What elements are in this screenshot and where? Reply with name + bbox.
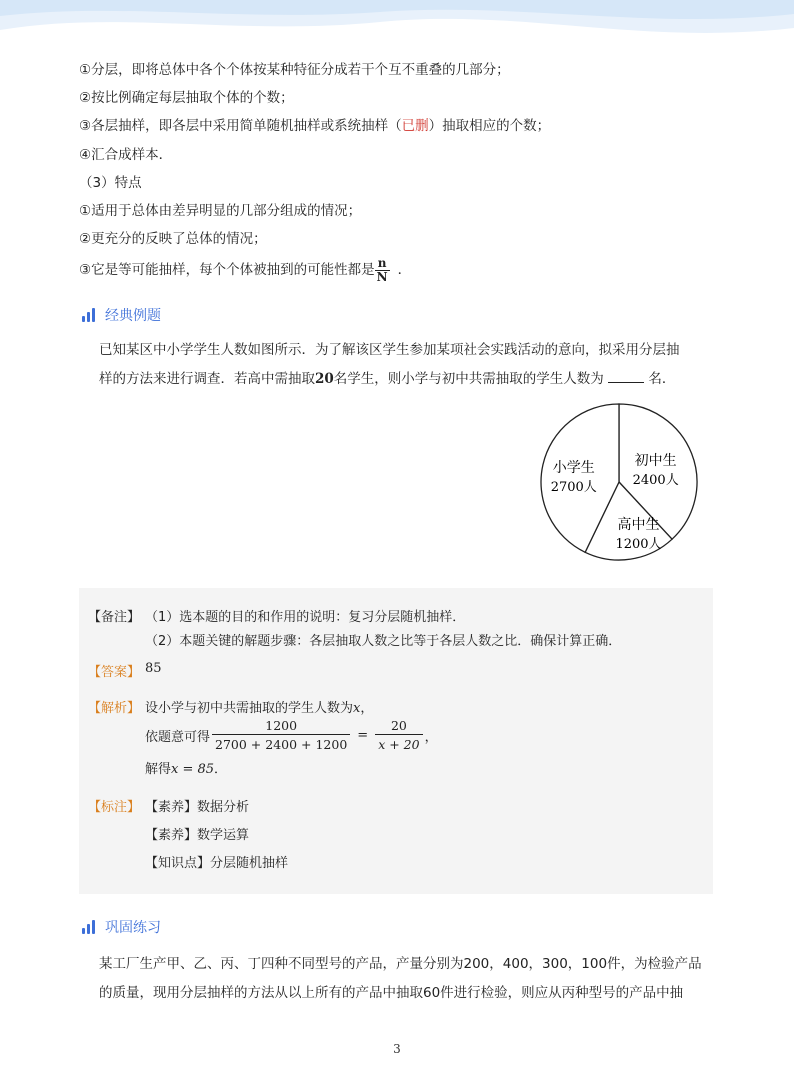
analysis-period: ． [214,762,228,777]
section-example-heading [82,305,161,325]
step-3-pre: ③各层抽样，即各层中采用简单随机抽样或系统抽样（ [79,118,402,134]
example-question [99,336,699,394]
feature-1: ①适用于总体由差异明显的几部分组成的情况； [79,203,362,219]
practice-line-1: 某工厂生产甲、乙、丙、丁四种不同型号的产品，产量分别为200，400，300，100件，为检验产品 [99,956,702,972]
analysis-tag: 【解析】 [88,701,141,716]
beizhu-line-1: （1）选本题的目的和作用的说明：复习分层随机抽样． [145,610,466,625]
feature-2: ②更充分的反映了总体的情况； [79,231,267,247]
biaozhu-line-3: 【知识点】分层随机抽样 [145,856,289,871]
feature-3-post: ． [397,262,412,278]
section-example-title: 经典例题 [105,308,161,324]
feature-3 [79,252,411,288]
analysis-line-2 [145,718,438,752]
biaozhu-line-1: 【素养】数据分析 [145,800,250,815]
fraction-numerator: n [375,257,390,271]
equals-sign: = [357,727,369,743]
analysis-comma-2: ， [424,729,438,745]
section-practice-title: 巩固练习 [105,920,161,936]
analysis-result: x = 85 [171,762,215,777]
biaozhu-line-2: 【素养】数学运算 [145,828,250,843]
step-2: ②按比例确定每层抽取个体的个数； [79,90,294,106]
pie-count-label: 1200人 [615,536,662,552]
answer-blank [608,368,644,383]
analysis-text-1: 设小学与初中共需抽取的学生人数为 [145,701,354,716]
beizhu-tag: 【备注】 [88,610,141,625]
pie-count-label: 2700人 [550,479,597,495]
feature-3-pre: ③它是等可能抽样，每个个体被抽到的可能性都是 [79,262,375,278]
pie-label: 高中生 [617,516,660,533]
analysis-comma: ， [360,701,374,716]
fraction-denominator: N [376,269,388,284]
analysis-var: x [353,701,361,716]
frac1-numerator: 1200 [212,718,350,735]
answer-tag: 【答案】 [88,665,141,680]
step-4: ④汇合成样本． [79,147,173,163]
bar-chart-icon [82,920,95,934]
analysis-line-3 [145,758,227,777]
analysis-line-1 [145,697,373,716]
solution-panel [79,588,713,894]
pie-count-label: 2400人 [632,472,679,488]
page-number: 3 [393,1042,401,1056]
question-pre: 样的方法来进行调查．若高中需抽取 [99,371,315,387]
deleted-mark: 已删 [401,118,429,134]
fraction-1200-over-total [212,718,350,752]
analysis-text-2: 依题意可得 [145,729,211,745]
frac2-denominator: x + 20 [378,737,420,752]
question-line-2 [99,365,699,394]
analysis-text-3: 解得 [145,762,172,777]
section-practice-heading [82,917,161,937]
header-wave-decoration [0,0,794,60]
frac2-numerator: 20 [375,718,422,735]
beizhu-line-2: （2）本题关键的解题步骤：各层抽取人数之比等于各层人数之比．确保计算正确． [145,634,622,649]
question-post: 名． [648,371,676,387]
student-pie-chart [539,400,699,564]
biaozhu-tag: 【标注】 [88,800,141,815]
bar-chart-icon [82,308,95,322]
features-heading: （3）特点 [79,175,142,191]
question-mid: 名学生，则小学与初中共需抽取的学生人数为 [333,371,604,387]
practice-line-2: 的质量，现用分层抽样的方法从以上所有的产品中抽取60件进行检验，则应从丙种型号的产品中抽 [99,985,684,1001]
pie-label: 小学生 [552,459,595,476]
step-3 [79,116,550,136]
step-3-post: ）抽取相应的个数； [428,118,551,134]
fraction-20-over-x [375,718,422,752]
frac1-denominator: 2700 + 2400 + 1200 [215,737,348,752]
question-number: 20 [315,371,334,387]
step-1: ①分层，即将总体中各个个体按某种特征分成若干个互不重叠的几部分； [79,62,510,78]
pie-label: 初中生 [634,452,677,469]
question-line-1: 已知某区中小学学生人数如图所示．为了解该区学生参加某项社会实践活动的意向，拟采用分层抽 [99,342,680,358]
practice-question [99,950,719,1008]
fraction-n-over-N [375,257,390,284]
answer-value: 85 [145,661,162,676]
